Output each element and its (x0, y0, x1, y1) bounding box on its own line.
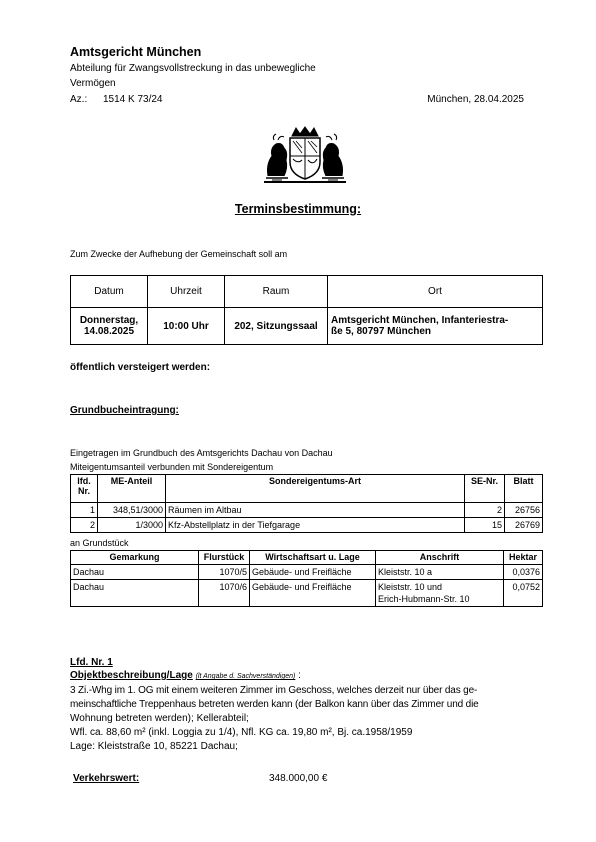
object-description-heading: Objektbeschreibung/Lage (70, 670, 193, 681)
plot-district: Dachau (71, 580, 199, 607)
ownership-se: 15 (465, 518, 505, 533)
ownership-header-share: ME-Anteil (98, 475, 166, 503)
plot-address (376, 565, 504, 580)
ownership-nr: 2 (71, 518, 98, 533)
plot-address-line-1: Kleiststr. 10 und (378, 582, 443, 592)
schedule-place-line-1: Amtsgericht München, Infanteriestra- (331, 315, 509, 326)
market-value-label: Verkehrswert: (73, 773, 140, 784)
schedule-date-line-2: 14.08.2025 (83, 326, 135, 337)
plot-usage: Gebäude- und Freifläche (250, 580, 376, 607)
document-title: Terminsbestimmung: (234, 202, 362, 216)
ownership-type: Räumen im Altbau (166, 503, 465, 518)
ownership-nr: 1 (71, 503, 98, 518)
schedule-header-room: Raum (225, 276, 328, 308)
schedule-date-line-1: Donnerstag, (79, 315, 139, 326)
ownership-table (70, 474, 543, 533)
schedule-header-place: Ort (328, 276, 543, 308)
ownership-sheet: 26769 (505, 518, 543, 533)
plot-address (376, 580, 504, 607)
land-register-heading: Grundbucheintragung: (70, 405, 179, 416)
schedule-time: 10:00 Uhr (148, 308, 225, 345)
plot-parcel: 1070/6 (199, 580, 250, 607)
table-row (71, 503, 543, 518)
object-description-line-3: Wohnung betreten werden); Kellerabteil; (70, 713, 249, 724)
lfd-heading: Lfd. Nr. 1 (70, 657, 113, 668)
plot-district: Dachau (71, 565, 199, 580)
schedule-place-cell (328, 308, 543, 345)
bavarian-coat-of-arms-icon (262, 126, 348, 184)
plot-header-parcel: Flurstück (199, 551, 250, 565)
schedule-room: 202, Sitzungssaal (225, 308, 328, 345)
plot-header-address: Anschrift (376, 551, 504, 565)
schedule-table (70, 275, 543, 345)
ownership-se: 2 (465, 503, 505, 518)
department-line-1: Abteilung für Zwangsvollstreckung in das unbewegliche (70, 63, 316, 74)
plot-hectare: 0,0376 (504, 565, 543, 580)
az-label: Az.: (70, 94, 88, 105)
object-description-line-4: Wfl. ca. 88,60 m² (inkl. Loggia zu 1/4), Nfl. KG ca. 19,80 m², Bj. ca.1958/1959 (70, 727, 413, 738)
place-date: München, 28.04.2025 (427, 94, 524, 105)
ownership-share: 1/3000 (98, 518, 166, 533)
ownership-header-sheet: Blatt (505, 475, 543, 503)
ownership-header-nr: lfd. Nr. (71, 475, 98, 503)
schedule-place-line-2: ße 5, 80797 München (331, 326, 432, 337)
plot-label: an Grundstück (70, 538, 129, 548)
plot-address-line-1: Kleiststr. 10 a (378, 567, 433, 577)
land-register-line-1: Eingetragen im Grundbuch des Amtsgerichts Dachau von Dachau (70, 448, 333, 458)
ownership-share: 348,51/3000 (98, 503, 166, 518)
plot-usage: Gebäude- und Freifläche (250, 565, 376, 580)
schedule-date-cell (71, 308, 148, 345)
ownership-header-type: Sondereigentums-Art (166, 475, 465, 503)
object-description-colon: : (298, 670, 301, 681)
auction-text: öffentlich versteigert werden: (70, 362, 211, 373)
table-row (71, 518, 543, 533)
department-line-2: Vermögen (70, 78, 116, 89)
ownership-sheet: 26756 (505, 503, 543, 518)
plot-header-district: Gemarkung (71, 551, 199, 565)
plot-address-line-2: Erich-Hubmann-Str. 10 (378, 594, 470, 604)
market-value: 348.000,00 € (269, 773, 328, 784)
plot-header-hectare: Hektar (504, 551, 543, 565)
plot-header-usage: Wirtschaftsart u. Lage (250, 551, 376, 565)
ownership-type: Kfz-Abstellplatz in der Tiefgarage (166, 518, 465, 533)
object-description-line-2: meinschaftliche Treppenhaus betreten werden kann (der Balkon kann über das Zimmer und die (70, 699, 479, 710)
plot-table (70, 550, 543, 607)
ownership-header-se: SE-Nr. (465, 475, 505, 503)
table-row (71, 580, 543, 607)
court-name: Amtsgericht München (70, 45, 202, 59)
table-row (71, 565, 543, 580)
plot-hectare: 0,0752 (504, 580, 543, 607)
schedule-header-time: Uhrzeit (148, 276, 225, 308)
object-description-line-5: Lage: Kleiststraße 10, 85221 Dachau; (70, 741, 238, 752)
object-description-heading-row (70, 669, 301, 683)
schedule-header-date: Datum (71, 276, 148, 308)
az-number: 1514 K 73/24 (103, 94, 163, 105)
plot-parcel: 1070/5 (199, 565, 250, 580)
intro-text: Zum Zwecke der Aufhebung der Gemeinschaft soll am (70, 249, 288, 259)
object-description-line-1: 3 Zi.-Whg im 1. OG mit einem weiteren Zimmer im Geschoss, welches derzeit nur über das ge- (70, 685, 478, 696)
object-description-note: (lt Angabe d. Sachverständigen) (195, 673, 296, 680)
land-register-line-2: Miteigentumsanteil verbunden mit Sondereigentum (70, 462, 274, 472)
